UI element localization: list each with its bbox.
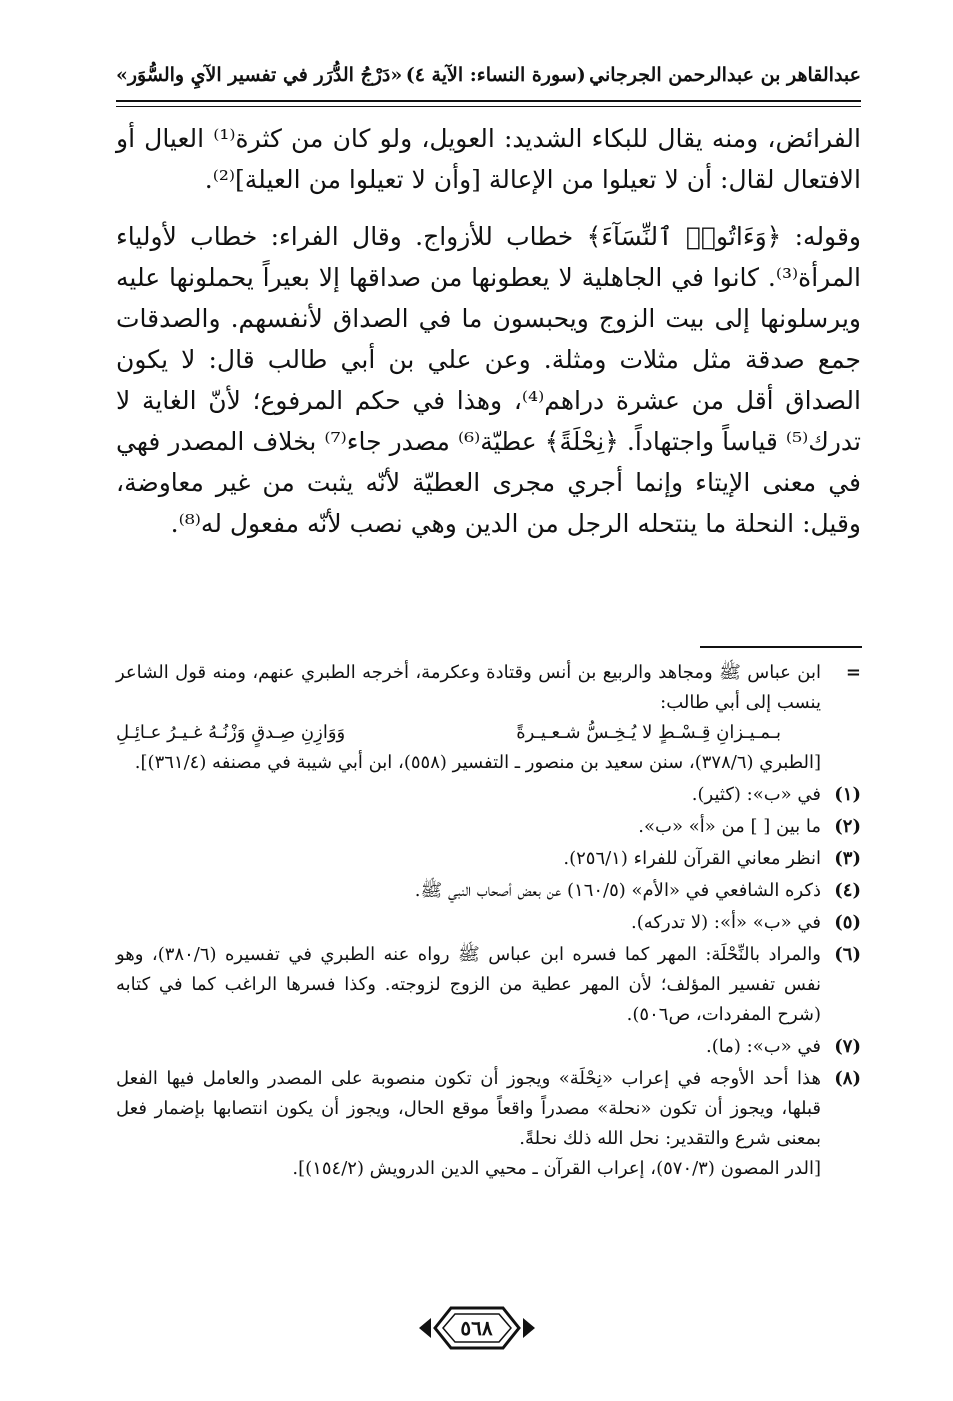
footnote-number: (٣): [834, 848, 861, 869]
footnote-text: في «ب»: (ما).: [706, 1036, 821, 1057]
page-number: ٥٦٨: [460, 1316, 493, 1340]
footnote-text: والمراد بالنِّحْلَة: المهر كما فسره ابن عباس ﷺ رواه عنه الطبري في تفسيره (٣٨٠/٦)، وهو نفس تفسير المؤلف؛ لأن المهر عطية من الزوج لزوجته. وكذا فسرها الراغب كما في كتابه (شرح المفردات، ص٥٠٦).: [116, 944, 821, 1025]
header-divider: [116, 100, 861, 107]
page-number-ornament: [417, 1300, 537, 1356]
footnote-2: [116, 812, 861, 842]
footnote-7: [116, 1032, 861, 1062]
verse-second-hemistich: وَوَازِنِ صِـدقٍ وَزْنُـهُ غـيـرُ عـائِـلِ: [116, 722, 346, 743]
page-footer: [0, 1298, 953, 1358]
footnote-text: ذكره الشافعي في «الأم» (١٦٠/٥) عن بعض أصحاب النبي ﷺ.: [414, 880, 821, 901]
verse-first-hemistich: بـمـيـزانِ قِـسْـطٍ لا يُـخِـسُّ شـعـيـرةً: [516, 722, 781, 743]
header-book-title: «دَرْجُ الدُّرَر في تفسير الآيِ والسُّوَر»: [116, 64, 403, 86]
footnote-8: [116, 1064, 861, 1184]
main-text: [116, 118, 861, 544]
poetry-verse: [116, 718, 821, 748]
footnote-number: (٢): [834, 816, 861, 837]
footnote-citation: [الدر المصون (٥٧٠/٣)، إعراب القرآن ـ محيي الدين الدرويش (١٥٤/٢)].: [292, 1158, 821, 1179]
footnote-text: هذا أحد الأوجه في إعراب «نِحْلَة» ويجوز أن تكون منصوبة على المصدر والعامل فيها الفعل قبلها، ويجوز أن تكون «نحلة» مصدراً واقعاً موقع الحال، ويجوز أن يكون انتصابها بإضمار فعل بمعنى شرع والتقدير: نحل الله ذلك نحلةً.: [116, 1068, 821, 1149]
paragraph-2: وقوله: ﴿وَءَاتُوا۟ ٱلنِّسَآءَ﴾ خطاب للأزواج. وقال الفراء: خطاب لأولياء المرأة⁽³⁾. كانوا في الجاهلية لا يعطونها من صداقها إلا بعيراً يحملونها عليه ويرسلونها إلى بيت الزوج ويحبسون ما في الصداق لأنفسهم. والصدقات جمع صدقة مثل مثلات ومثلة. وعن علي بن أبي طالب قال: لا يكون الصداق أقل من عشرة دراهم⁽⁴⁾، وهذا في حكم المرفوع؛ لأنّ الغاية لا تدرك⁽⁵⁾ قياساً واجتهاداً. ﴿نِحْلَةً﴾ عطيّة⁽⁶⁾ مصدر جاء⁽⁷⁾ بخلاف المصدر فهي في معنى الإيتاء وإنما أجري مجرى العطيّة لأنّه يثبت من غير معاوضة، وقيل: النحلة ما ينتحله الرجل من الدين وهي نصب لأنّه مفعول له⁽⁸⁾.: [116, 222, 861, 538]
header-surah: (سورة النساء: الآية ٤): [405, 64, 586, 86]
footnote-divider: [700, 646, 862, 648]
footnote-continued: [116, 658, 861, 778]
footnote-text: ابن عباس ﷺ ومجاهد والربيع بن أنس وقتادة وعكرمة، أخرجه الطبري عنهم، ومنه قول الشاعر ينسب إلى أبي طالب:: [116, 662, 821, 713]
footnote-1: [116, 780, 861, 810]
footnote-number: (٦): [834, 944, 861, 965]
footnote-4: [116, 876, 861, 906]
footnote-number: (٤): [834, 880, 861, 901]
footnote-text: ما بين [ ] من «أ» «ب».: [638, 816, 821, 837]
footnote-5: [116, 908, 861, 938]
running-header: [116, 52, 861, 98]
footnote-3: [116, 844, 861, 874]
footnote-number: (٥): [834, 912, 861, 933]
footnote-text: انظر معاني القرآن للفراء (٢٥٦/١).: [563, 848, 821, 869]
footnote-number: (٨): [834, 1068, 861, 1089]
paragraph-1: الفرائض، ومنه يقال للبكاء الشديد: العويل، ولو كان من كثرة⁽¹⁾ العيال أو الافتعال لقال: أن لا تعيلوا من الإعالة [وأن لا تعيلوا من العيلة]⁽²⁾.: [116, 124, 861, 194]
footnote-continuation-mark: =: [845, 662, 861, 683]
footnote-text: في «ب»: (كثير).: [691, 784, 821, 805]
footnotes: [116, 658, 861, 1186]
header-author: عبدالقاهر بن عبدالرحمن الجرجاني: [589, 64, 861, 86]
footnote-number: (١): [834, 784, 861, 805]
footnote-6: [116, 940, 861, 1030]
footnote-number: (٧): [834, 1036, 861, 1057]
footnote-citation: [الطبري (٣٧٨/٦)، سنن سعيد بن منصور ـ التفسير (٥٥٨)، ابن أبي شيبة في مصنفه (٣٦١/٤)].: [134, 752, 821, 773]
footnote-text: في «ب» «أ»: (لا تدركه).: [631, 912, 821, 933]
